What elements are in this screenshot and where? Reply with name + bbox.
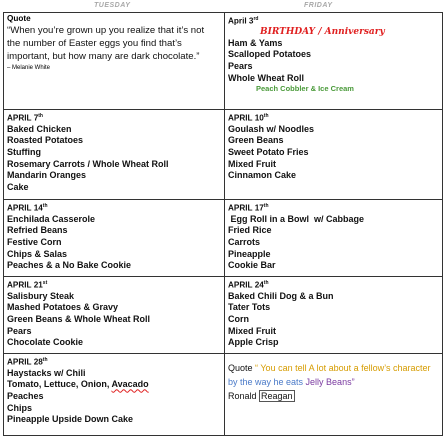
menu-item: Ham & Yams [228,37,283,48]
menu-cell-april-10 [225,110,443,200]
menu-item: Refried Beans [7,225,68,236]
quote-part-1: “ You can tell A lot about a fellow’s character [255,363,431,373]
menu-item: Cinnamon Cake [228,170,297,181]
date-label: April 3rd [228,16,259,26]
menu-item: Apple Crisp [228,337,279,348]
menu-item: Peaches & a No Bake Cookie [7,260,132,271]
date-label: APRIL 14th [7,203,48,213]
date-label: APRIL 28th [7,357,48,367]
quote-label: Quote [7,14,31,23]
menu-item: Sweet Potato Fries [228,146,309,157]
menu-item: Pears [7,325,32,336]
menu-row [4,277,443,354]
menu-item: Stuffing [7,146,41,157]
header-tuesday: TUESDAY [94,2,131,9]
menu-table [3,12,443,436]
menu-cell-april-17 [225,200,443,277]
menu-item: Green Beans [228,135,284,146]
menu-cell-april-24 [225,277,443,354]
quote-author: – Melanie White [7,64,51,71]
menu-item: Cookie Bar [228,260,276,271]
quote-author: Ronald Reagan [228,391,293,401]
menu-item: Chocolate Cookie [7,337,84,348]
menu-item: Carrots [228,236,261,247]
date-label: APRIL 7th [7,113,43,123]
birthday-banner: BIRTHDAY / Anniversary [260,26,385,37]
header-friday: FRIDAY [304,2,333,9]
menu-item: Tater Tots [228,302,271,313]
quote-cell [4,13,225,110]
menu-item: Haystacks w/ Chili [7,367,86,378]
menu-item: Mandarin Oranges [7,170,87,181]
menu-item: Pineapple [228,248,271,259]
menu-cell-april-14 [4,200,225,277]
dessert-note: Peach Cobbler & Ice Cream [256,84,354,94]
date-label: APRIL 10th [228,113,269,123]
menu-item: Mixed Fruit [228,325,277,336]
quote-cell-reagan [225,354,443,436]
menu-items [228,38,438,84]
menu-item: Pineapple Upside Down Cake [7,414,134,425]
menu-item: Chips [7,402,33,413]
menu-item: Mixed Fruit [228,158,277,169]
menu-item: Egg Roll in a Bowl w/ Cabbage [228,213,365,224]
quote-reagan [228,361,438,403]
quote-text: “When you’re grown up you realize that it’s not the number of Easter eggs you find that’s important, but how many are dark chocolate.” [7,25,205,63]
quote-label: Quote [228,363,253,373]
menu-cell-april-28 [4,354,225,436]
menu-item: Tomato, Lettuce, Onion, Avacado [7,379,149,390]
menu-item: Goulash w/ Noodles [228,123,315,134]
menu-cell-april-3 [225,13,443,110]
menu-item: Corn [228,313,249,324]
menu-item: Peaches [7,390,44,401]
menu-item: Roasted Potatoes [7,135,84,146]
menu-item: Green Beans & Whole Wheat Roll [7,313,151,324]
menu-item: Baked Chicken [7,123,72,134]
menu-row [4,354,443,436]
menu-item: Cake [7,181,29,192]
menu-item: Scalloped Potatoes [228,49,312,60]
menu-item: Enchilada Casserole [7,213,96,224]
menu-item: Pears [228,60,253,71]
menu-item: Rosemary Carrots / Whole Wheat Roll [7,158,169,169]
menu-row [4,110,443,200]
menu-item: Fried Rice [228,225,272,236]
date-label: APRIL 21st [7,280,48,290]
menu-item: Mashed Potatoes & Gravy [7,302,119,313]
menu-cell-april-7 [4,110,225,200]
menu-item: Baked Chili Dog & a Bun [228,290,334,301]
misspelled-word: Avacado [111,379,149,390]
menu-item: Salisbury Steak [7,290,75,301]
menu-item: Chips & Salas [7,248,68,259]
quote-part-3: Jelly Beans” [303,377,355,387]
menu-row [4,200,443,277]
menu-item: Festive Corn [7,236,62,247]
menu-cell-april-21 [4,277,225,354]
date-label: APRIL 24th [228,280,269,290]
date-label: APRIL 17th [228,203,269,213]
menu-item: Whole Wheat Roll [228,72,304,83]
text-cursor-selection[interactable]: Reagan [261,391,293,401]
menu-row [4,13,443,110]
quote-part-2: by the way he eats [228,377,304,387]
